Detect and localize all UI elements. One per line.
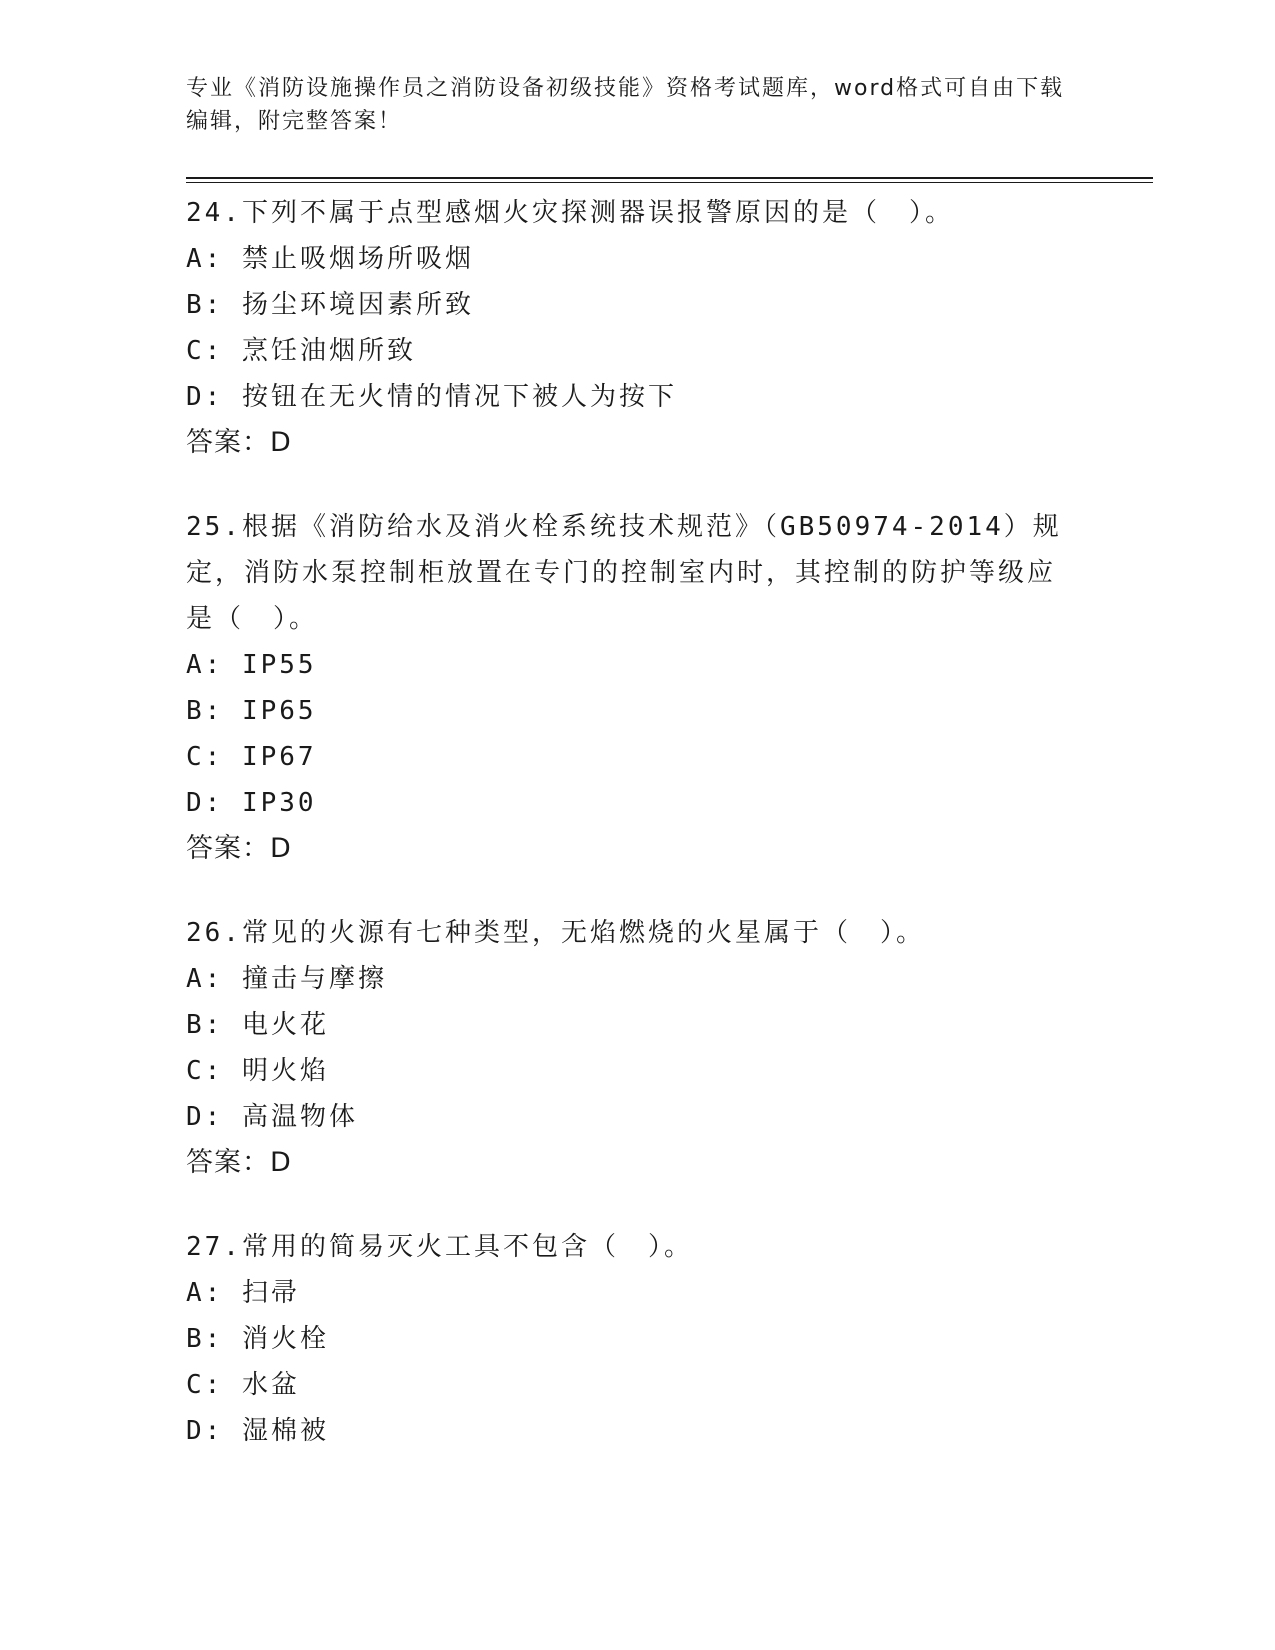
answer-line: 答案：D — [186, 833, 292, 864]
header-rule-thick — [186, 177, 1153, 179]
option-d: D: 高温物体 — [186, 1102, 358, 1132]
header-rule-thin — [186, 182, 1153, 183]
question-27 — [186, 1224, 1066, 1454]
question-list — [186, 190, 1066, 1492]
option-d: D: 湿棉被 — [186, 1416, 329, 1446]
answer-line: 答案：D — [186, 1147, 292, 1178]
option-d: D: IP30 — [186, 788, 317, 818]
document-header: 专业《消防设施操作员之消防设备初级技能》资格考试题库，word格式可自由下载编辑，附完整答案！ — [186, 76, 1065, 134]
question-26 — [186, 910, 1066, 1186]
question-24 — [186, 190, 1066, 466]
option-d: D: 按钮在无火情的情况下被人为按下 — [186, 382, 677, 412]
option-a: A: 禁止吸烟场所吸烟 — [186, 244, 474, 274]
option-b: B: IP65 — [186, 696, 317, 726]
question-25 — [186, 504, 1066, 872]
answer-line: 答案：D — [186, 427, 292, 458]
option-c: C: 明火焰 — [186, 1056, 329, 1086]
option-c: C: 烹饪油烟所致 — [186, 336, 416, 366]
option-b: B: 电火花 — [186, 1010, 329, 1040]
option-c: C: 水盆 — [186, 1370, 300, 1400]
option-a: A: 撞击与摩擦 — [186, 964, 387, 994]
option-a: A: IP55 — [186, 650, 317, 680]
option-b: B: 消火栓 — [186, 1324, 329, 1354]
option-c: C: IP67 — [186, 742, 317, 772]
question-stem: 24.下列不属于点型感烟火灾探测器误报警原因的是（ ）。 — [186, 198, 954, 228]
option-b: B: 扬尘环境因素所致 — [186, 290, 474, 320]
question-stem: 25.根据《消防给水及消火栓系统技术规范》（GB50974-2014）规定，消防水泵控制柜放置在专门的控制室内时，其控制的防护等级应是（ ）。 — [186, 512, 1062, 634]
question-stem: 27.常用的简易灭火工具不包含（ ）。 — [186, 1232, 693, 1262]
option-a: A: 扫帚 — [186, 1278, 300, 1308]
question-stem: 26.常见的火源有七种类型，无焰燃烧的火星属于（ ）。 — [186, 918, 925, 948]
